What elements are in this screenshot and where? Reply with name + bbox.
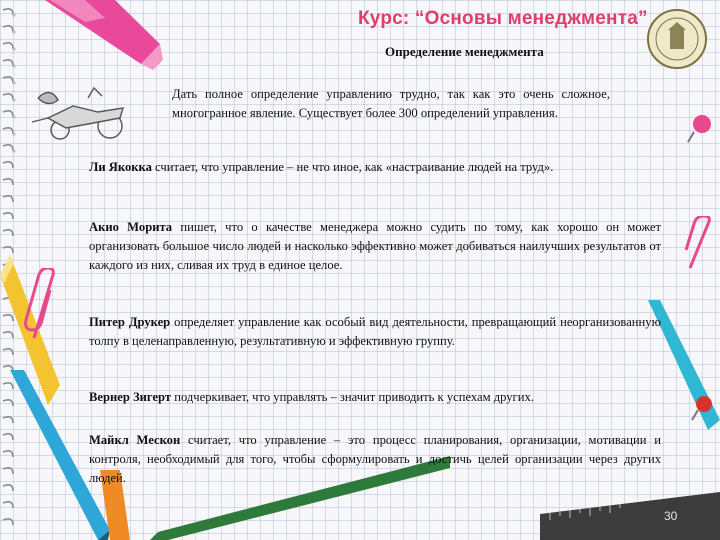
definition-paragraph xyxy=(89,313,661,351)
definition-text: определяет управление как особый вид деятельности, превращающий неорганизованную толпу в целенаправленную, результативную и эффективную группу. xyxy=(89,315,661,348)
paperclip-right-icon xyxy=(684,216,718,276)
author-name: Акио Морита xyxy=(89,220,173,234)
intro-paragraph xyxy=(172,85,610,123)
paperclip-icon xyxy=(22,268,62,346)
ruler-icon xyxy=(540,492,720,540)
seal-emblem-icon xyxy=(646,8,708,70)
definition-text: пишет, что о качестве менеджера можно судить по тому, как хорошо он может организовать большое число людей и насколько эффективно может добиваться наилучших результатов от каждого из них, сливая их труд в единое целое. xyxy=(89,220,662,272)
author-name: Майкл Мескон xyxy=(89,433,181,447)
course-title: Курс: “Основы менеджмента” xyxy=(358,8,648,29)
author-name: Питер Друкер xyxy=(89,315,171,329)
pink-pushpin-icon xyxy=(686,112,716,144)
definition-paragraph xyxy=(89,431,661,488)
definition-text: подчеркивает, что управлять – значит приводить к успехам других. xyxy=(171,390,534,404)
definition-paragraph xyxy=(89,158,661,177)
author-name: Вернер Зигерт xyxy=(89,390,172,404)
slide-title: Определение менеджмента xyxy=(385,44,544,59)
stamp-illustration-icon xyxy=(28,78,134,158)
definition-paragraph xyxy=(89,388,661,407)
intro-text: Дать полное определение управлению трудно, так как это очень сложное, многогранное явление. Существует более 300 определений управления. xyxy=(172,87,610,120)
page-number: 30 xyxy=(664,509,678,523)
pink-marker-icon xyxy=(45,0,165,75)
author-name: Ли Якокка xyxy=(89,160,152,174)
red-pushpin-icon xyxy=(690,392,718,422)
definition-text: считает, что управление – это процесс планирования, организации, мотивации и контроля, необходимый для того, чтобы сформулировать и достичь целей организации через других людей. xyxy=(89,433,662,485)
definition-paragraph xyxy=(89,218,661,275)
definition-text: считает, что управление – не что иное, как «настраивание людей на труд». xyxy=(151,160,554,174)
